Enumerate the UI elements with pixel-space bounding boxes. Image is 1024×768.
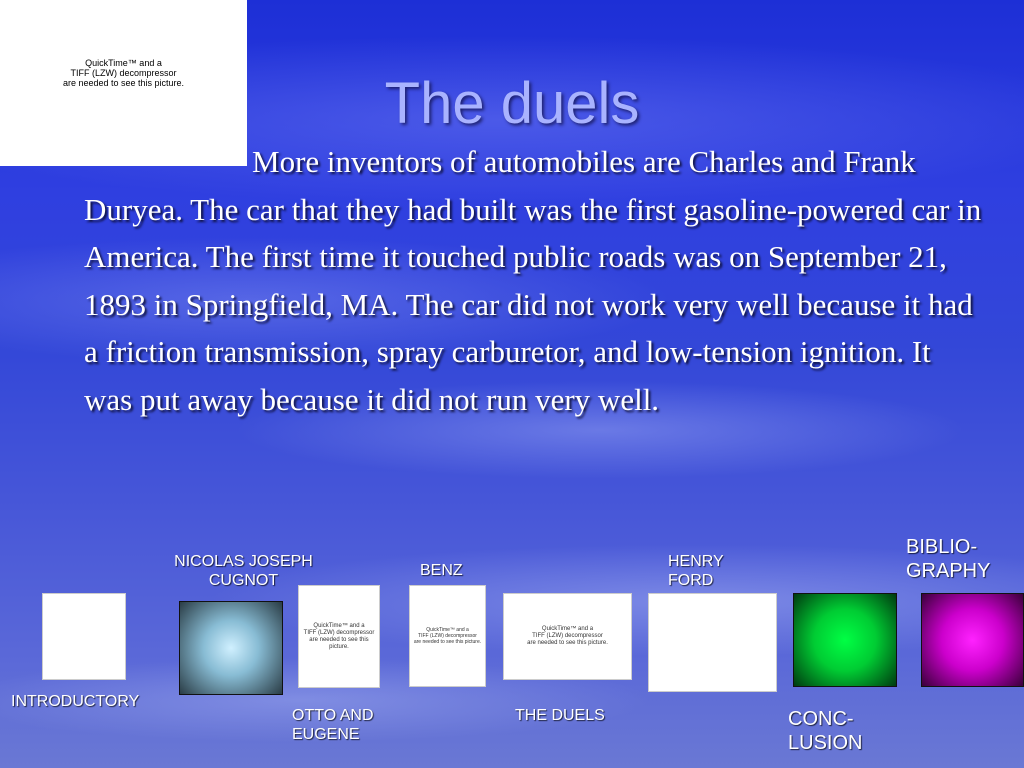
- placeholder-text-line: QuickTime™ and a: [541, 626, 594, 632]
- slide-title: The duels: [384, 71, 640, 136]
- bibliography-button[interactable]: [921, 593, 1024, 687]
- placeholder-text-line: TIFF (LZW) decompressor: [532, 633, 603, 639]
- slide-body-text: More inventors of automobiles are Charles and Frank Duryea. The car that they had built was the first gasoline-powered car in America. The first time it touched public roads was on September 21, 1893 in Springfield, MA. The car did not work very well because it had a friction transmission, spray carburetor, and low-tension ignition. It was put away because it did not run very well.: [84, 144, 982, 417]
- nav-label-line: EUGENE: [292, 726, 360, 743]
- placeholder-text-line: TIFF (LZW) decompressor: [418, 633, 477, 639]
- nav-label-ford: [668, 552, 724, 590]
- nav-label-line: FORD: [668, 572, 714, 589]
- placeholder-text-line: are needed to see this picture.: [527, 640, 608, 646]
- nav-label-conclusion: [788, 707, 862, 755]
- nav-label-benz: BENZ: [420, 562, 463, 579]
- cugnot-button[interactable]: [179, 601, 283, 695]
- placeholder-text-line: QuickTime™ and a: [85, 58, 162, 68]
- placeholder-text-line: are needed to see this picture.: [413, 639, 482, 645]
- nav-label-line: LUSION: [788, 732, 863, 754]
- nav-label-line: CUGNOT: [208, 572, 279, 589]
- nav-label-line: CONC-: [788, 708, 854, 730]
- nav-label-bibliography: [906, 535, 990, 583]
- placeholder-text-line: TIFF (LZW) decompressor: [303, 629, 375, 636]
- placeholder-text-line: TIFF (LZW) decompressor: [70, 68, 177, 78]
- nav-label-line: NICOLAS JOSEPH: [174, 553, 313, 570]
- nav-label-otto: [292, 706, 374, 744]
- benz-button[interactable]: [409, 585, 486, 687]
- nav-label-line: BIBLIO-: [906, 536, 978, 558]
- the-duels-button[interactable]: [503, 593, 632, 680]
- nav-label-line: OTTO AND: [292, 707, 374, 724]
- nav-label-duels: THE DUELS: [515, 707, 605, 724]
- placeholder-text-line: QuickTime™ and a: [426, 627, 469, 633]
- nav-label-introductory: INTRODUCTORY: [11, 693, 140, 710]
- placeholder-text-line: QuickTime™ and a: [313, 622, 365, 629]
- conclusion-button[interactable]: [793, 593, 897, 687]
- otto-eugene-button[interactable]: [298, 585, 380, 688]
- nav-label-line: HENRY: [668, 553, 724, 570]
- introductory-button[interactable]: [42, 593, 126, 680]
- placeholder-text-line: are needed to see this picture.: [62, 78, 185, 88]
- nav-label-line: GRAPHY: [906, 560, 991, 582]
- henry-ford-button[interactable]: [648, 593, 777, 692]
- placeholder-text-line: are needed to see this picture.: [309, 636, 369, 650]
